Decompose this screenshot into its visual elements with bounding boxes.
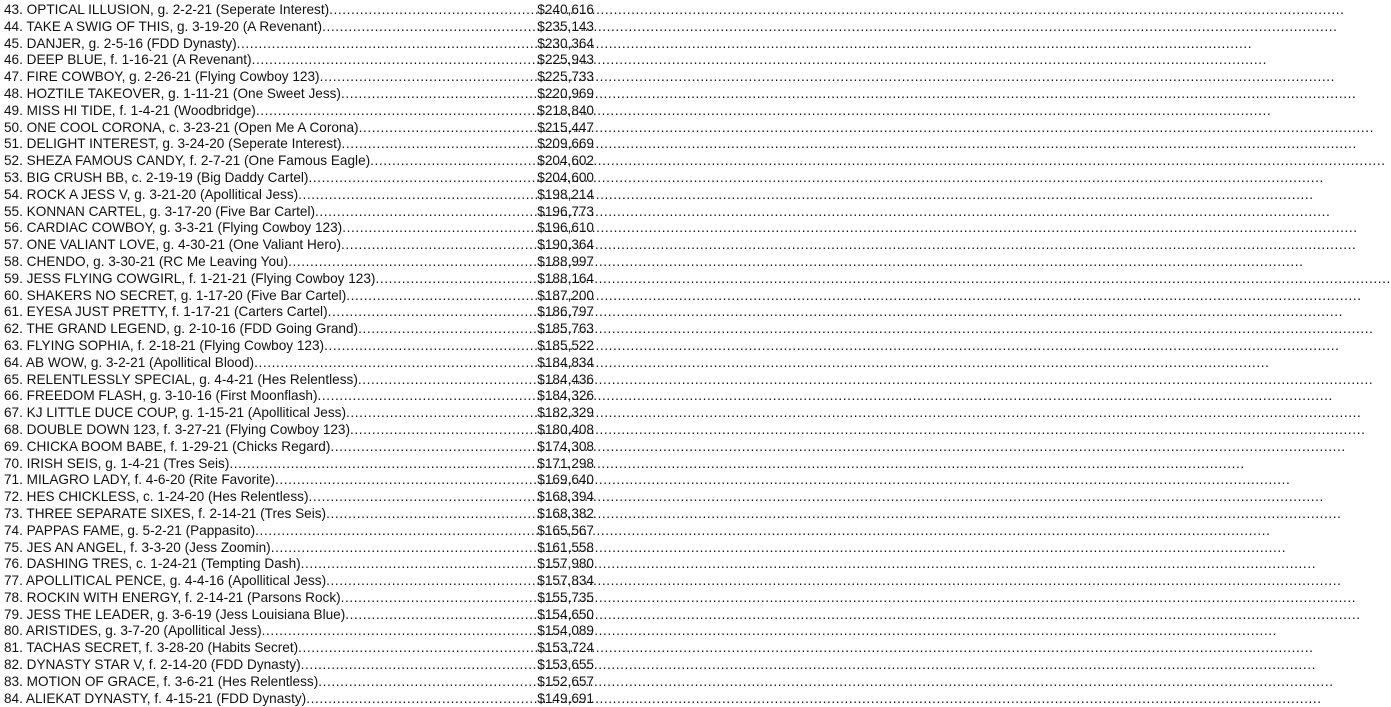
dot-leader (288, 254, 537, 271)
horse-entry: 76. DASHING TRES, c. 1-24-21 (Tempting Dash) (4, 556, 301, 572)
dot-leader (330, 439, 537, 456)
horse-entry: 65. RELENTLESSLY SPECIAL, g. 4-4-21 (Hes Relentless) (4, 371, 358, 387)
ranking-row (4, 187, 594, 204)
ranking-row (4, 657, 594, 674)
horse-entry: 78. ROCKIN WITH ENERGY, f. 2-14-21 (Parsons Rock) (4, 589, 341, 605)
earnings-amount: $152,657 (537, 673, 594, 689)
ranking-row (4, 540, 594, 557)
ranking-row (4, 204, 594, 221)
dot-leader (328, 304, 538, 321)
dot-leader (275, 472, 537, 489)
dot-leader (375, 271, 537, 288)
earnings-amount: $215,447 (537, 119, 594, 135)
dot-leader (358, 321, 537, 338)
earnings-amount: $154,650 (537, 606, 594, 622)
horse-entry: 69. CHICKA BOOM BABE, f. 1-29-21 (Chicks Regard) (4, 438, 331, 454)
dot-leader (308, 489, 537, 506)
earnings-amount: $153,655 (537, 657, 594, 673)
ranking-row (4, 456, 594, 473)
horse-entry: 77. APOLLITICAL PENCE, g. 4-4-16 (Apollitical Jess) (4, 573, 327, 589)
dot-leader (306, 691, 537, 707)
earnings-ranking-list (4, 2, 594, 707)
ranking-row (4, 271, 594, 288)
dot-leader (252, 52, 538, 69)
ranking-row (4, 52, 594, 69)
horse-entry: 57. ONE VALIANT LOVE, g. 4-30-21 (One Valiant Hero) (4, 237, 341, 253)
ranking-row (4, 674, 594, 691)
horse-entry: 44. TAKE A SWIG OF THIS, g. 3-19-20 (A Revenant) (4, 18, 323, 34)
dot-leader (346, 405, 537, 422)
ranking-row (4, 523, 594, 540)
horse-entry: 47. FIRE COWBOY, g. 2-26-21 (Flying Cowboy 123) (4, 69, 320, 85)
dot-leader (350, 422, 537, 439)
ranking-row (4, 153, 594, 170)
dot-leader (255, 523, 537, 540)
dot-leader (341, 86, 537, 103)
horse-entry: 50. ONE COOL CORONA, c. 3-23-21 (Open Me A Corona) (4, 119, 359, 135)
ranking-row (4, 103, 594, 120)
earnings-amount: $196,610 (537, 220, 594, 236)
earnings-amount: $168,394 (537, 489, 594, 505)
dot-leader (262, 623, 538, 640)
horse-entry: 74. PAPPAS FAME, g. 5-2-21 (Pappasito) (4, 522, 256, 538)
ranking-row (4, 422, 594, 439)
earnings-amount: $218,840 (537, 102, 594, 118)
ranking-row (4, 170, 594, 187)
horse-entry: 56. CARDIAC COWBOY, g. 3-3-21 (Flying Cowboy 123) (4, 220, 343, 236)
dot-leader (254, 355, 537, 372)
horse-entry: 75. JES AN ANGEL, f. 3-3-20 (Jess Zoomin) (4, 539, 271, 555)
earnings-amount: $174,308 (537, 438, 594, 454)
earnings-amount: $235,143 (537, 18, 594, 34)
earnings-amount: $240,616 (537, 2, 594, 17)
dot-leader (318, 388, 538, 405)
earnings-amount: $153,724 (537, 640, 594, 656)
ranking-row (4, 691, 594, 707)
dot-leader (229, 456, 537, 473)
ranking-row (4, 439, 594, 456)
earnings-amount: $168,382 (537, 505, 594, 521)
earnings-amount: $169,640 (537, 472, 594, 488)
earnings-amount: $161,558 (537, 539, 594, 555)
dot-leader (326, 573, 537, 590)
ranking-row (4, 321, 594, 338)
ranking-row (4, 19, 594, 36)
horse-entry: 52. SHEZA FAMOUS CANDY, f. 2-7-21 (One Famous Eagle) (4, 153, 371, 169)
dot-leader (341, 590, 538, 607)
ranking-row (4, 590, 594, 607)
horse-entry: 71. MILAGRO LADY, f. 4-6-20 (Rite Favorite) (4, 472, 275, 488)
horse-entry: 64. AB WOW, g. 3-2-21 (Apollitical Blood) (4, 354, 255, 370)
ranking-row (4, 237, 594, 254)
ranking-row (4, 489, 594, 506)
horse-entry: 68. DOUBLE DOWN 123, f. 3-27-21 (Flying Cowboy 123) (4, 421, 351, 437)
dot-leader (298, 640, 537, 657)
horse-entry: 80. ARISTIDES, g. 3-7-20 (Apollitical Jess) (4, 623, 262, 639)
earnings-amount: $154,089 (537, 623, 594, 639)
ranking-row (4, 86, 594, 103)
earnings-amount: $187,200 (537, 287, 594, 303)
horse-entry: 55. KONNAN CARTEL, g. 3-17-20 (Five Bar Cartel) (4, 203, 315, 219)
horse-entry: 43. OPTICAL ILLUSION, g. 2-2-21 (Seperate Interest) (4, 2, 330, 17)
ranking-row (4, 2, 594, 19)
earnings-amount: $165,567 (537, 522, 594, 538)
earnings-amount: $204,600 (537, 169, 594, 185)
horse-entry: 45. DANJER, g. 2-5-16 (FDD Dynasty) (4, 35, 237, 51)
dot-leader (315, 204, 537, 221)
earnings-amount: $186,797 (537, 304, 594, 320)
dot-leader (237, 36, 538, 53)
horse-entry: 61. EYESA JUST PRETTY, f. 1-17-21 (Carters Cartel) (4, 304, 328, 320)
dot-leader (318, 674, 537, 691)
ranking-row (4, 372, 594, 389)
document-page (0, 0, 600, 706)
horse-entry: 83. MOTION OF GRACE, f. 3-6-21 (Hes Relentless) (4, 673, 319, 689)
earnings-amount: $185,522 (537, 337, 594, 353)
horse-entry: 81. TACHAS SECRET, f. 3-28-20 (Habits Secret) (4, 640, 299, 656)
dot-leader (320, 69, 538, 86)
dot-leader (256, 103, 537, 120)
earnings-amount: $182,329 (537, 405, 594, 421)
ranking-row (4, 254, 594, 271)
dot-leader (301, 556, 538, 573)
earnings-amount: $184,834 (537, 354, 594, 370)
ranking-row (4, 573, 594, 590)
earnings-amount: $209,669 (537, 136, 594, 152)
horse-entry: 53. BIG CRUSH BB, c. 2-19-19 (Big Daddy Cartel) (4, 169, 309, 185)
dot-leader (370, 153, 537, 170)
earnings-amount: $171,298 (537, 455, 594, 471)
earnings-amount: $188,164 (537, 270, 594, 286)
horse-entry: 63. FLYING SOPHIA, f. 2-18-21 (Flying Cowboy 123) (4, 337, 325, 353)
earnings-amount: $230,364 (537, 35, 594, 51)
earnings-amount: $225,733 (537, 69, 594, 85)
ranking-row (4, 506, 594, 523)
earnings-amount: $157,834 (537, 573, 594, 589)
horse-entry: 72. HES CHICKLESS, c. 1-24-20 (Hes Relentless) (4, 489, 309, 505)
horse-entry: 70. IRISH SEIS, g. 1-4-21 (Tres Seis) (4, 455, 230, 471)
horse-entry: 60. SHAKERS NO SECRET, g. 1-17-20 (Five Bar Cartel) (4, 287, 347, 303)
dot-leader (308, 170, 537, 187)
dot-leader (271, 540, 538, 557)
horse-entry: 82. DYNASTY STAR V, f. 2-14-20 (FDD Dynasty) (4, 657, 301, 673)
earnings-amount: $157,980 (537, 556, 594, 572)
earnings-amount: $198,214 (537, 186, 594, 202)
ranking-row (4, 120, 594, 137)
ranking-row (4, 640, 594, 657)
dot-leader (298, 187, 537, 204)
horse-entry: 62. THE GRAND LEGEND, g. 2-10-16 (FDD Going Grand) (4, 321, 359, 337)
horse-entry: 48. HOZTILE TAKEOVER, g. 1-11-21 (One Sweet Jess) (4, 85, 341, 101)
horse-entry: 79. JESS THE LEADER, g. 3-6-19 (Jess Louisiana Blue) (4, 606, 346, 622)
horse-entry: 59. JESS FLYING COWGIRL, f. 1-21-21 (Flying Cowboy 123) (4, 270, 376, 286)
horse-entry: 73. THREE SEPARATE SIXES, f. 2-14-21 (Tres Seis) (4, 505, 327, 521)
ranking-row (4, 405, 594, 422)
ranking-row (4, 355, 594, 372)
dot-leader (301, 657, 538, 674)
dot-leader (358, 372, 537, 389)
dot-leader (341, 237, 537, 254)
horse-entry: 58. CHENDO, g. 3-30-21 (RC Me Leaving You) (4, 253, 289, 269)
dot-leader (345, 607, 537, 624)
dot-leader (346, 288, 537, 305)
ranking-row (4, 136, 594, 153)
earnings-amount: $185,763 (537, 321, 594, 337)
dot-leader (341, 136, 537, 153)
dot-leader (326, 506, 537, 523)
ranking-row (4, 36, 594, 53)
horse-entry: 46. DEEP BLUE, f. 1-16-21 (A Revenant) (4, 52, 252, 68)
earnings-amount: $149,691 (537, 690, 594, 706)
ranking-row (4, 607, 594, 624)
earnings-amount: $190,364 (537, 237, 594, 253)
earnings-amount: $184,436 (537, 371, 594, 387)
ranking-row (4, 623, 594, 640)
earnings-amount: $180,408 (537, 421, 594, 437)
earnings-amount: $184,326 (537, 388, 594, 404)
horse-entry: 67. KJ LITTLE DUCE COUP, g. 1-15-21 (Apollitical Jess) (4, 405, 346, 421)
earnings-amount: $196,773 (537, 203, 594, 219)
ranking-row (4, 69, 594, 86)
ranking-row (4, 220, 594, 237)
ranking-row (4, 304, 594, 321)
dot-leader (342, 220, 537, 237)
horse-entry: 54. ROCK A JESS V, g. 3-21-20 (Apollitical Jess) (4, 186, 299, 202)
dot-leader (324, 338, 537, 355)
dot-leader (322, 19, 537, 36)
ranking-row (4, 288, 594, 305)
ranking-row (4, 388, 594, 405)
dot-leader (359, 120, 538, 137)
earnings-amount: $188,997 (537, 253, 594, 269)
horse-entry: 66. FREEDOM FLASH, g. 3-10-16 (First Moonflash) (4, 388, 318, 404)
horse-entry: 51. DELIGHT INTEREST, g. 3-24-20 (Seperate Interest) (4, 136, 342, 152)
earnings-amount: $155,735 (537, 589, 594, 605)
earnings-amount: $225,943 (537, 52, 594, 68)
earnings-amount: $220,969 (537, 85, 594, 101)
horse-entry: 49. MISS HI TIDE, f. 1-4-21 (Woodbridge) (4, 102, 256, 118)
horse-entry: 84. ALIEKAT DYNASTY, f. 4-15-21 (FDD Dynasty) (4, 690, 307, 706)
ranking-row (4, 556, 594, 573)
ranking-row (4, 472, 594, 489)
ranking-row (4, 338, 594, 355)
dot-leader (329, 2, 537, 19)
earnings-amount: $204,602 (537, 153, 594, 169)
